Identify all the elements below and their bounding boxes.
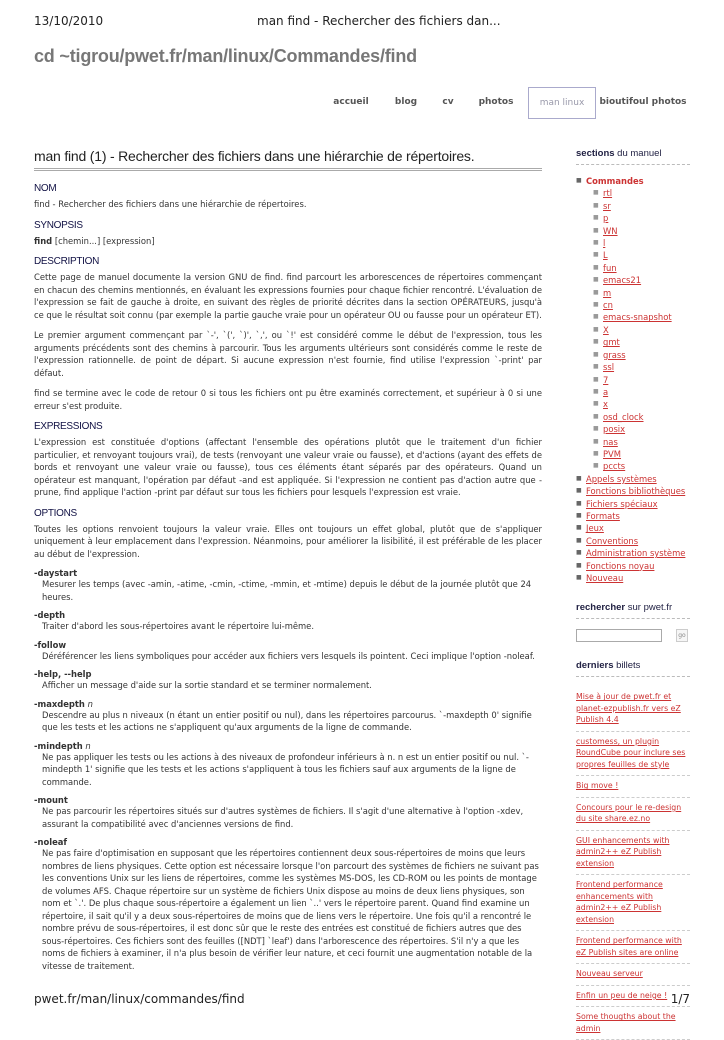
synopsis-args: [chemin...] [expression] bbox=[52, 235, 155, 246]
nom-heading: NOM bbox=[34, 183, 57, 194]
section-commandes bbox=[576, 175, 690, 473]
commande-item bbox=[593, 460, 690, 472]
sections-title-rest: du manuel bbox=[614, 148, 662, 159]
commande-item bbox=[593, 448, 690, 460]
commande-link[interactable]: emacs-snapshot bbox=[603, 312, 672, 323]
commande-item bbox=[593, 187, 690, 199]
section-item bbox=[576, 522, 690, 534]
search-title bbox=[576, 602, 690, 619]
search-input[interactable] bbox=[576, 629, 662, 642]
description-heading: DESCRIPTION bbox=[34, 256, 100, 267]
blog-title bbox=[576, 660, 690, 677]
blog-post-link[interactable]: Nouveau serveur bbox=[576, 964, 690, 986]
option-desc: Ne pas parcourir les répertoires situés sur d'autres systèmes de fichiers. Il s'agit d'une alternative à l'option -xdev, assurant la compatibilité avec d'anciennes versions de find. bbox=[42, 806, 524, 829]
description-paragraph-3: find se termine avec le code de retour 0 si tous les fichiers ont pu être examinés correctement, et supérieur à 0 si une erreur s'est produite. bbox=[34, 388, 542, 411]
sections-title-bold: sections bbox=[576, 148, 615, 159]
nav-blog[interactable]: blog bbox=[394, 97, 418, 107]
search-title-rest: sur pwet.fr bbox=[625, 602, 673, 614]
commande-link[interactable]: 7 bbox=[603, 374, 609, 385]
nav-man-linux[interactable]: man linux bbox=[528, 87, 596, 119]
blog-post-link[interactable]: Big move ! bbox=[576, 776, 690, 798]
option-name bbox=[34, 610, 542, 620]
section-link[interactable]: Fonctions bibliothèques bbox=[586, 486, 686, 497]
nav-photos[interactable]: photos bbox=[478, 97, 514, 107]
options-heading: OPTIONS bbox=[34, 507, 77, 519]
expressions-paragraph: L'expression est constituée d'options (affectant l'ensemble des opérations plutôt que le traitement d'un fichier particulier, et renvoyant toujours vrai), de tests (renvoyant une valeur vraie ou fausse), et d'actions (ayant des effets de bords et renvoyant une valeur vraie ou fausse), tous ces éléments étant séparés par des opérateurs. Quand un opérateur est manquant, l'opération par défaut -and est appliquée. Si l'expression ne contient pas d'action autre que -prune, find applique l'action -print par défaut sur tous les fichiers pour lesquels l'expression est vraie. bbox=[34, 437, 542, 497]
commande-link[interactable]: a bbox=[603, 386, 609, 397]
blog-post-link[interactable]: Some thougths about the admin bbox=[576, 1007, 690, 1040]
commande-link[interactable]: posix bbox=[603, 424, 626, 435]
description-paragraph-1: Cette page de manuel documente la version GNU de find. find parcourt les arborescences de répertoires commençant en chacun des chemins mentionnés, en évaluant les expressions fournies pour chaque fichier rencontré. L'évaluation de l'expression se fait de gauche à droite, en suivant des règles de priorité décrites dans la section OPÉRATEURS, jusqu'à ce que le résultat soit connu (par exemple la partie gauche vraie pour un opérateur OU ou fausse pour un opérateur ET). bbox=[34, 272, 542, 320]
option-name bbox=[34, 640, 542, 650]
section-item bbox=[576, 473, 690, 485]
site-title[interactable]: cd ~tigrou/pwet.fr/man/linux/Commandes/find bbox=[34, 46, 417, 66]
commande-link[interactable]: gmt bbox=[603, 337, 620, 348]
commande-link[interactable]: WN bbox=[603, 225, 618, 236]
commande-item bbox=[593, 200, 690, 212]
section-link[interactable]: Administration système bbox=[586, 548, 686, 559]
commande-item bbox=[593, 324, 690, 336]
blog-title-bold: derniers bbox=[576, 660, 614, 672]
print-footer bbox=[34, 992, 690, 1006]
commande-item bbox=[593, 262, 690, 274]
blog-post-link[interactable]: Enfin un peu de neige ! bbox=[576, 986, 690, 1008]
section-item bbox=[576, 547, 690, 559]
page-title: man find (1) - Rechercher des fichiers dans une hiérarchie de répertoires. bbox=[34, 148, 542, 171]
commande-item bbox=[593, 299, 690, 311]
nav-cv[interactable]: cv bbox=[442, 97, 454, 107]
main-content bbox=[34, 148, 542, 972]
synopsis-heading: SYNOPSIS bbox=[34, 219, 83, 231]
section-item bbox=[576, 572, 690, 584]
description-paragraph-2: Le premier argument commençant par `-', `(', `)', `,', ou `!' est considéré comme le début de l'expression, tous les arguments précédents sont des chemins à parcourir. Tous les arguments ultérieurs sont considérés comme le reste de l'expression rationnelle. de point de départ. Si aucune expression n'est fournie, find utilise l'expression `-print' par défaut. bbox=[34, 330, 542, 378]
option-label: -mindepth bbox=[34, 740, 83, 751]
print-header bbox=[34, 14, 690, 30]
options-list bbox=[34, 568, 542, 972]
commande-item bbox=[593, 311, 690, 323]
option-label: -daystart bbox=[34, 568, 78, 578]
option-desc: Déréférencer les liens symboliques pour accéder aux fichiers vers lesquels ils pointent. Ceci implique l'option -noleaf. bbox=[42, 650, 535, 661]
print-doc-title: man find - Rechercher des fichiers dan... bbox=[257, 14, 501, 28]
commande-link[interactable]: grass bbox=[603, 349, 626, 360]
commande-link[interactable]: fun bbox=[603, 262, 617, 273]
option-desc: Afficher un message d'aide sur la sortie standard et se terminer normalement. bbox=[42, 680, 372, 690]
blog-post-link[interactable]: Frontend performance enhancements with admin2++ eZ Publish extension bbox=[576, 875, 690, 931]
print-url: pwet.fr/man/linux/commandes/find bbox=[34, 992, 245, 1006]
commande-item bbox=[593, 398, 690, 410]
blog-post-link[interactable]: Concours pour le re-design du site share.ez.no bbox=[576, 798, 690, 831]
print-date: 13/10/2010 bbox=[34, 14, 104, 28]
section-item bbox=[576, 560, 690, 572]
options-intro: Toutes les options renvoient toujours la valeur vraie. Elles ont toujours un effet global, plutôt que de s'appliquer uniquement à leur emplacement dans l'expression. Néanmoins, pour améliorer la lisibilité, il est préférable de les placer au début de l'expression. bbox=[34, 523, 542, 559]
option-label: -mount bbox=[34, 795, 68, 805]
option-name bbox=[34, 795, 542, 805]
print-page-number: 1/7 bbox=[670, 992, 690, 1006]
section-link[interactable]: Formats bbox=[586, 510, 620, 521]
option-arg: n bbox=[84, 698, 93, 709]
search-title-bold: rechercher bbox=[576, 602, 626, 614]
blog-post-link[interactable]: Frontend performance with eZ Publish sites are online bbox=[576, 931, 690, 964]
synopsis-text bbox=[34, 235, 542, 248]
section-link[interactable]: Appels systèmes bbox=[586, 473, 657, 484]
option-desc: Mesurer les temps (avec -amin, -atime, -cmin, -ctime, -mmin, et -mtime) depuis le début de la journée plutôt que 24 heures. bbox=[42, 579, 532, 602]
commande-item bbox=[593, 237, 690, 249]
option-name bbox=[34, 741, 542, 751]
commande-item bbox=[593, 436, 690, 448]
commande-link[interactable]: L bbox=[603, 250, 608, 261]
option-name bbox=[34, 669, 542, 679]
nav-accueil[interactable]: accueil bbox=[333, 97, 369, 107]
section-item bbox=[576, 535, 690, 547]
section-commandes-link[interactable]: Commandes bbox=[586, 176, 644, 186]
commande-link[interactable]: rtl bbox=[603, 188, 613, 199]
commande-link[interactable]: l bbox=[603, 238, 606, 249]
sections-list bbox=[576, 175, 690, 584]
commande-item bbox=[593, 212, 690, 224]
sidebar bbox=[576, 148, 690, 1040]
commande-link[interactable]: pccts bbox=[603, 461, 626, 472]
section-item bbox=[576, 510, 690, 522]
nom-text: find - Rechercher des fichiers dans une hiérarchie de répertoires. bbox=[34, 199, 307, 209]
commande-item bbox=[593, 225, 690, 237]
commande-item bbox=[593, 374, 690, 386]
commande-link[interactable]: cn bbox=[603, 300, 613, 311]
blog-post-link[interactable]: customess, un plugin RoundCube pour inclure ses propres feuilles de style bbox=[576, 732, 690, 777]
expressions-heading: EXPRESSIONS bbox=[34, 421, 103, 432]
option-arg: n bbox=[82, 740, 91, 751]
commande-link[interactable]: ssl bbox=[603, 362, 615, 373]
option-label: -follow bbox=[34, 639, 67, 650]
commande-link[interactable]: PVM bbox=[603, 448, 622, 459]
commande-link[interactable]: nas bbox=[603, 436, 618, 447]
commande-item bbox=[593, 411, 690, 423]
sections-title bbox=[576, 148, 690, 165]
option-label: -maxdepth bbox=[34, 698, 85, 709]
option-name bbox=[34, 568, 542, 578]
section-link[interactable]: Fonctions noyau bbox=[586, 560, 655, 571]
option-desc: Traiter d'abord les sous-répertoires avant le répertoire lui-même. bbox=[42, 621, 314, 631]
option-label: -depth bbox=[34, 610, 66, 620]
commande-link[interactable]: p bbox=[603, 213, 609, 224]
section-link[interactable]: Nouveau bbox=[586, 573, 624, 583]
option-name bbox=[34, 837, 542, 847]
blog-post-link[interactable]: Mise à jour de pwet.fr et planet-ezpublish.fr vers eZ Publish 4.4 bbox=[576, 687, 690, 732]
option-desc: Descendre au plus n niveaux (n étant un entier positif ou nul), dans les répertoires parcourus. `-maxdepth 0' signifie que les tests et les actions ne s'appliquent qu'aux arguments de la ligne de commande. bbox=[42, 709, 532, 732]
blog-post-link[interactable]: GUI enhancements with admin2++ eZ Publish extension bbox=[576, 831, 690, 876]
commande-link[interactable]: x bbox=[603, 399, 608, 410]
synopsis-cmd: find bbox=[34, 235, 53, 246]
section-item bbox=[576, 485, 690, 497]
commande-item bbox=[593, 249, 690, 261]
commande-item bbox=[593, 287, 690, 299]
section-link[interactable]: Fichiers spéciaux bbox=[586, 498, 658, 509]
section-link[interactable]: Conventions bbox=[586, 535, 639, 546]
commande-link[interactable]: X bbox=[603, 324, 609, 335]
commande-item bbox=[593, 349, 690, 361]
nav-bioutifoul-photos[interactable]: bioutifoul photos bbox=[599, 97, 687, 107]
commande-item bbox=[593, 361, 690, 373]
commandes-sublist bbox=[593, 187, 690, 472]
option-desc: Ne pas faire d'optimisation en supposant que les répertoires contiennent deux sous-répertoires de moins que leurs nombres de liens physiques. Cette option est nécessaire lorsque l'on parcourt des systèmes de fichiers ne suivant pas les conventions Unix sur les liens de répertoires, comme les systèmes MS-DOS, les CD-ROM ou les points de montage de volumes AFS. Chaque répertoire sur un système de fichiers Unix dispose au moins de deux liens physiques, son nom et `.'. De plus chaque sous-répertoire a également un lien `..' vers le répertoire parent. Quand find examine un répertoire, il sait qu'il y a deux sous-répertoires de moins que de liens vers le répertoire. Une fois qu'il a rencontré le nombre prévu de sous-répertoires, il est donc sûr que le reste des entrées est constitué de fichiers autres que des sous-répertoires. Ces fichiers sont des feuilles ([NDT] `leaf') dans l'arborescence des répertoires. S'il n'y a que les noms de fichiers à examiner, il n'a plus besoin de vérifier leur nature, et ceci fournit une augmentation notable de la vitesse de traitement. bbox=[42, 848, 539, 971]
section-link[interactable]: Jeux bbox=[586, 523, 604, 534]
option-label: -noleaf bbox=[34, 837, 68, 847]
option-label: -help, --help bbox=[34, 669, 92, 679]
commande-item bbox=[593, 274, 690, 286]
search-go-button[interactable]: go bbox=[676, 629, 688, 642]
commande-link[interactable]: m bbox=[603, 287, 612, 298]
commande-link[interactable]: sr bbox=[603, 200, 611, 211]
commande-item bbox=[593, 386, 690, 398]
main-nav bbox=[322, 87, 690, 119]
search-form bbox=[576, 629, 690, 642]
commande-item bbox=[593, 336, 690, 348]
blog-list bbox=[576, 687, 690, 1040]
commande-item bbox=[593, 423, 690, 435]
section-item bbox=[576, 498, 690, 510]
blog-title-rest: billets bbox=[613, 660, 641, 672]
commande-link[interactable]: osd_clock bbox=[603, 411, 644, 422]
option-name bbox=[34, 699, 542, 709]
option-desc: Ne pas appliquer les tests ou les actions à des niveaux de profondeur inférieurs à n. n est un entier positif ou nul. `-mindepth 1' signifie que les tests et les actions s'appliquent à tous les fichiers sauf aux arguments de la ligne de commande. bbox=[42, 751, 529, 787]
commande-link[interactable]: emacs21 bbox=[603, 275, 642, 286]
